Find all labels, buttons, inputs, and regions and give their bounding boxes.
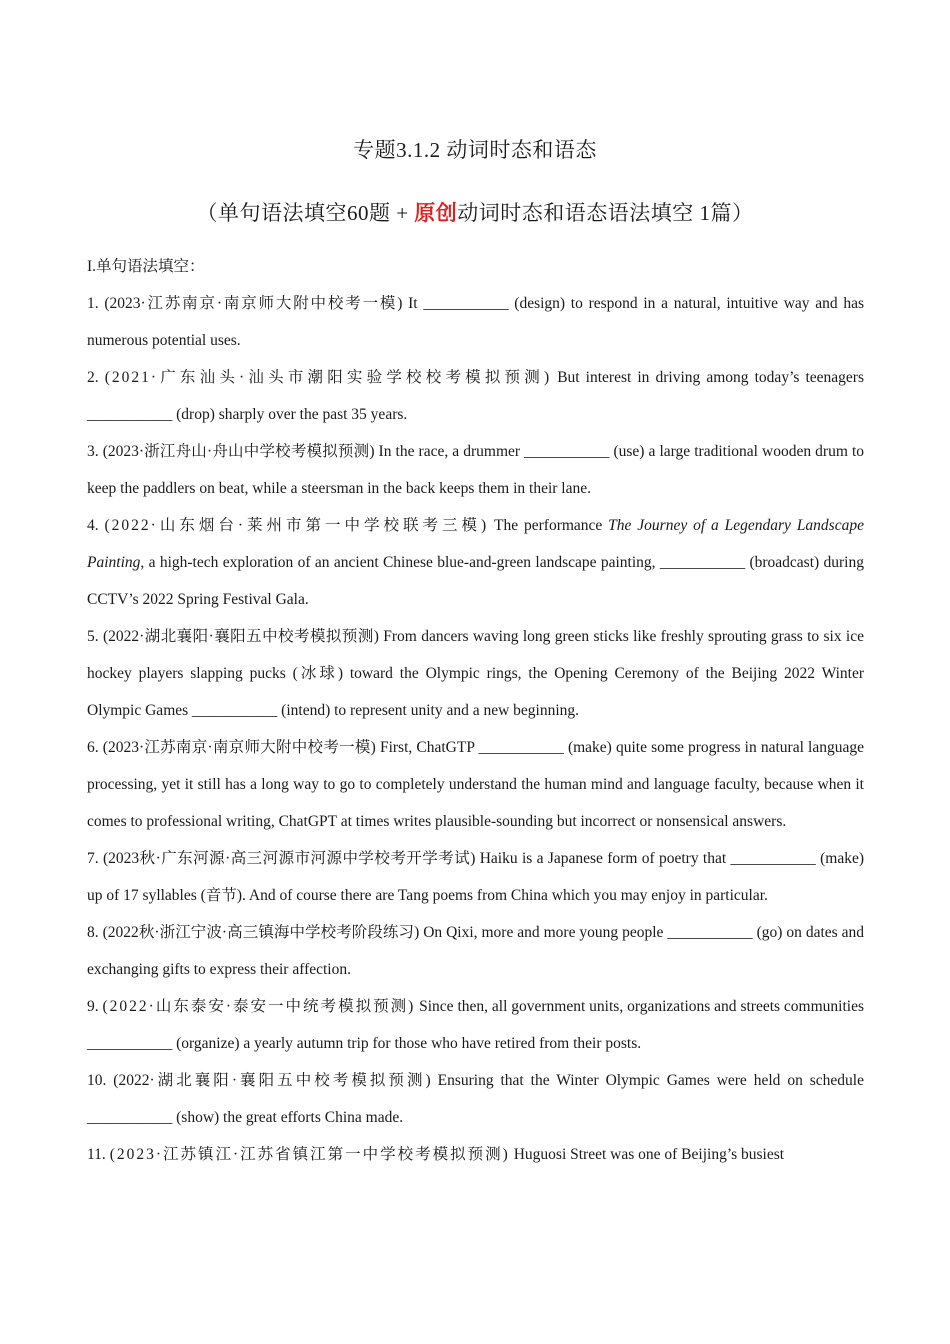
question-number: 7. (87, 850, 99, 867)
question-text: (use) a large traditional wooden drum to keep the paddlers on beat, while a steersman in the back keeps them in their lane. (87, 443, 864, 497)
question-4 (87, 507, 864, 618)
question-number: 10. (87, 1072, 107, 1089)
question-source: (2023·江苏镇江·江苏省镇江第一中学校考模拟预测) (109, 1146, 510, 1163)
question-text: (go) on dates and exchanging gifts to express their affection. (87, 924, 865, 978)
question-number: 8. (87, 924, 99, 941)
question-11 (87, 1136, 864, 1173)
question-number: 11. (87, 1146, 106, 1163)
answer-blank[interactable]: ___________ (659, 554, 746, 571)
question-10 (87, 1062, 864, 1136)
answer-blank[interactable]: ___________ (524, 443, 610, 460)
question-number: 2. (87, 369, 99, 386)
question-text: (show) the great efforts China made. (172, 1109, 404, 1126)
question-text: Haiku is a Japanese form of poetry that (475, 850, 731, 867)
question-8 (87, 914, 864, 988)
page-title: 专题3.1.2 动词时态和语态 (353, 138, 597, 162)
question-text: Ensuring that the Winter Olympic Games were held on schedule (430, 1072, 864, 1089)
question-number: 5. (87, 628, 99, 645)
question-source: (2022·山东烟台·莱州市第一中学校联考三模) (104, 517, 489, 534)
page-subtitle (0, 198, 950, 228)
question-text: (intend) to represent unity and a new beginning. (277, 702, 580, 719)
question-text: First, ChatGTP (375, 739, 479, 756)
subtitle-highlight: 原创 (414, 201, 458, 225)
question-text: (make) up of 17 syllables (音节). And of course there are Tang poems from China which you may enjoy in particular. (87, 850, 865, 904)
question-text: In the race, a drummer (374, 443, 525, 460)
question-7 (87, 840, 864, 914)
section-label: I.单句语法填空： (87, 258, 205, 275)
subtitle-prefix: （单句语法填空60题 + (196, 201, 415, 225)
question-text: Huguosi Street was one of Beijing’s busiest (509, 1146, 785, 1163)
answer-blank[interactable]: ___________ (87, 1109, 173, 1126)
work-title: The Journey of a Legendary Landscape Painting (87, 517, 864, 571)
question-9 (87, 988, 864, 1062)
question-text: , a high-tech exploration of an ancient Chinese blue-and-green landscape painting, (140, 554, 660, 571)
question-source: (2021·广东汕头·汕头市潮阳实验学校校考模拟预测) (104, 369, 552, 386)
question-3 (87, 433, 864, 507)
question-text: (drop) sharply over the past 35 years. (172, 406, 408, 423)
question-number: 9. (87, 998, 99, 1015)
question-source: (2022秋·浙江宁波·高三镇海中学校考阶段练习) (102, 924, 420, 941)
question-text: (design) to respond in a natural, intuitive way and has numerous potential uses. (87, 295, 865, 349)
question-text: But interest in driving among today’s teenagers (551, 369, 864, 386)
answer-blank[interactable]: ___________ (423, 295, 509, 312)
question-2 (87, 359, 864, 433)
question-number: 1. (87, 295, 99, 312)
answer-blank[interactable]: ___________ (87, 406, 173, 423)
question-source: (2022·湖北襄阳·襄阳五中校考模拟预测) (102, 628, 379, 645)
question-source: (2023·浙江舟山·舟山中学校考模拟预测) (102, 443, 375, 460)
answer-blank[interactable]: ___________ (192, 702, 278, 719)
subtitle-suffix: 动词时态和语态语法填空 1篇） (457, 201, 754, 225)
question-list (87, 248, 864, 1173)
question-6 (87, 729, 864, 840)
question-source: (2023秋·广东河源·高三河源市河源中学校考开学考试) (102, 850, 476, 867)
question-number: 6. (87, 739, 99, 756)
question-text: Since then, all government units, organizations and streets communities (415, 998, 864, 1015)
question-5 (87, 618, 864, 729)
question-text: (make) quite some progress in natural language processing, yet it still has a long way to go to completely understand the human mind and language faculty, because when it comes to professional writing, ChatGPT at times writes plausible-sounding but incorrect or nonsensical answers. (87, 739, 864, 830)
question-text: On Qixi, more and more young people (419, 924, 668, 941)
answer-blank[interactable]: ___________ (667, 924, 753, 941)
question-source: (2022·山东泰安·泰安一中统考模拟预测) (102, 998, 416, 1015)
answer-blank[interactable]: ___________ (730, 850, 816, 867)
answer-blank[interactable]: ___________ (87, 1035, 173, 1052)
question-source: (2023·江苏南京·南京师大附中校考一模) (104, 295, 403, 312)
question-text: From dancers waving long green sticks like freshly sprouting grass to six ice hockey players slapping pucks (冰球) toward the Olympic rings, the Opening Ceremony of the Beijing 2022 Winter Olympic Games (87, 628, 864, 719)
question-text: The performance (488, 517, 609, 534)
question-number: 3. (87, 443, 99, 460)
question-text: (broadcast) during CCTV’s 2022 Spring Festival Gala. (87, 554, 864, 608)
question-text: (organize) a yearly autumn trip for those who have retired from their posts. (172, 1035, 642, 1052)
question-number: 4. (87, 517, 99, 534)
question-source: (2022·湖北襄阳·襄阳五中校考模拟预测) (113, 1072, 431, 1089)
question-source: (2023·江苏南京·南京师大附中校考一模) (102, 739, 376, 756)
answer-blank[interactable]: ___________ (478, 739, 564, 756)
question-text: It (402, 295, 424, 312)
question-1 (87, 285, 864, 359)
